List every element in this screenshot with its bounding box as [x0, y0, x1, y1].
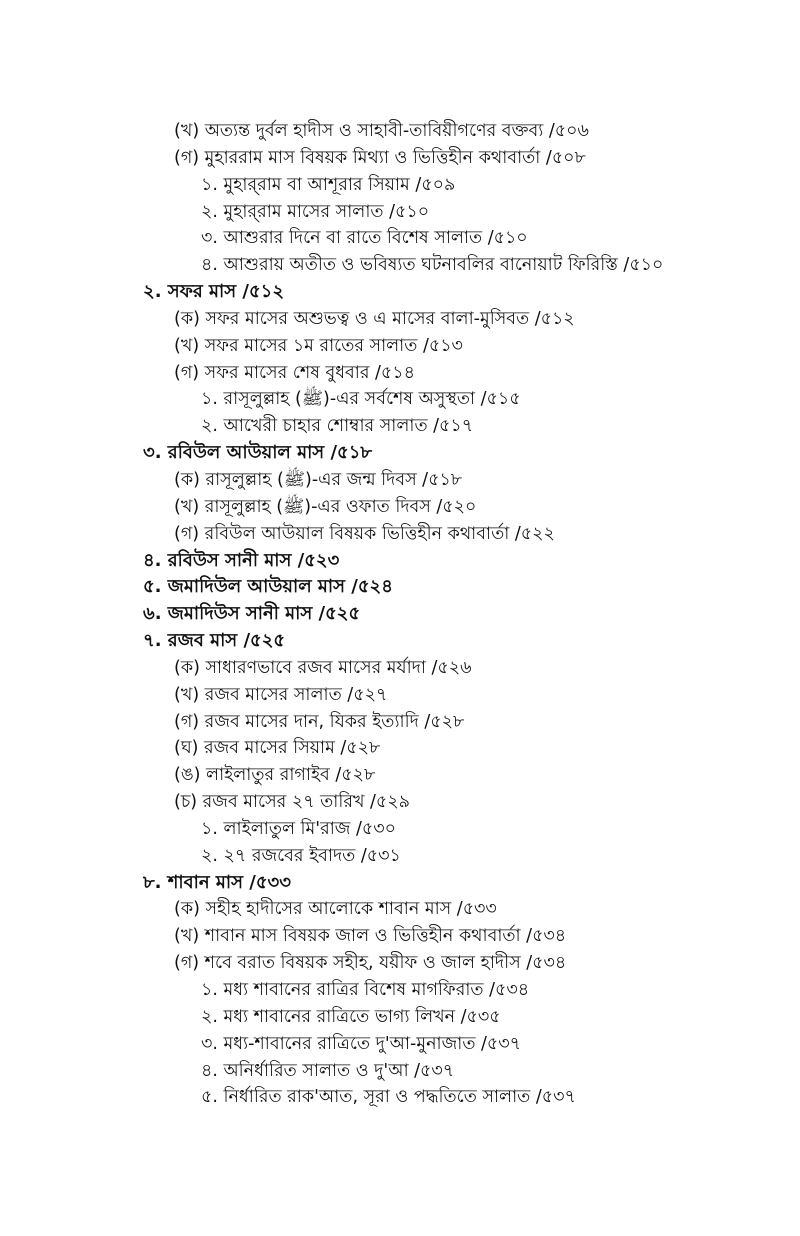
toc-entry-text: (খ) সফর মাসের ১ম রাতের সালাত /৫১৩: [174, 335, 463, 356]
toc-entry: [0, 413, 800, 440]
toc-entry: [0, 521, 800, 548]
toc-entry: [0, 816, 800, 843]
toc-entry-text: ১. মধ্য শাবানের রাত্রির বিশেষ মাগফিরাত /৫৩৪: [201, 980, 530, 1000]
toc-section-heading: [0, 440, 800, 467]
toc-entry: [0, 145, 800, 172]
toc-entry: [0, 762, 800, 789]
toc-entry-text: ১. লাইলাতুল মি'রাজ /৫৩০: [201, 818, 397, 839]
toc-section-heading: [0, 279, 800, 306]
toc-entry-text: ২. মধ্য শাবানের রাত্রিতে ভাগ্য লিখন /৫৩৫: [201, 1006, 501, 1027]
toc-entry-text: ৪. রবিউস সানী মাস /৫২৩: [143, 549, 340, 571]
toc-entry: [0, 360, 800, 387]
toc-entry: [0, 682, 800, 709]
toc-entry: [0, 1058, 800, 1085]
toc-entry-text: (গ) রবিউল আউয়াল বিষয়ক ভিত্তিহীন কথাবার্তা /৫২২: [174, 523, 555, 544]
toc-entry: [0, 467, 800, 494]
toc-entry-text: ৪. অনির্ধারিত সালাত ও দু'আ /৫৩৭: [201, 1060, 455, 1081]
toc-entry-text: (ঙ) লাইলাতুর রাগাইব /৫২৮: [174, 765, 376, 786]
toc-section-heading: [0, 574, 800, 601]
toc-entry-text: (গ) শবে বরাত বিষয়ক সহীহ, যয়ীফ ও জাল হাদীস /৫৩৪: [174, 953, 567, 974]
toc-entry-text: ৪. আশুরায় অতীত ও ভবিষ্যত ঘটনাবলির বানোয়াট ফিরিস্তি /৫১০: [201, 255, 664, 276]
table-of-contents: [0, 118, 800, 1111]
toc-entry-text: ২. আখেরী চাহার শোম্বার সালাত /৫১৭: [201, 416, 474, 437]
toc-entry-text: (গ) রজব মাসের দান, যিকর ইত্যাদি /৫২৮: [174, 711, 465, 732]
toc-entry-text: (খ) অত্যন্ত দুর্বল হাদীস ও সাহাবী-তাবিয়ীগণের বক্তব্য /৫০৬: [174, 121, 589, 141]
toc-entry-text: (চ) রজব মাসের ২৭ তারিখ /৫২৯: [174, 792, 411, 813]
toc-entry-text: ১. রাসূলুল্লাহ (ﷺ)-এর সর্বশেষ অসুস্থতা /৫১৫: [201, 389, 521, 410]
toc-entry-text: ১. মুহার্‌রাম বা আশূরার সিয়াম /৫০৯: [201, 174, 456, 195]
toc-entry-text: (ক) সফর মাসের অশুভত্ব ও এ মাসের বালা-মুসিবত /৫১২: [174, 308, 575, 329]
toc-entry: [0, 896, 800, 923]
toc-entry-text: ৫. নির্ধারিত রাক'আত, সূরা ও পদ্ধতিতে সালাত /৫৩৭: [201, 1087, 576, 1108]
toc-entry-text: ৩. আশুরার দিনে বা রাতে বিশেষ সালাত /৫১০: [201, 228, 528, 249]
toc-entry-text: ৮. শাবান মাস /৫৩৩: [143, 871, 291, 893]
toc-entry-text: (ঘ) রজব মাসের সিয়াম /৫২৮: [174, 738, 381, 759]
toc-entry: [0, 1004, 800, 1031]
toc-entry-text: (গ) মুহাররাম মাস বিষয়ক মিথ্যা ও ভিত্তিহীন কথাবার্তা /৫০৮: [174, 147, 586, 168]
toc-entry: [0, 118, 800, 145]
toc-entry: [0, 977, 800, 1004]
toc-entry: [0, 1031, 800, 1058]
toc-entry: [0, 950, 800, 977]
toc-entry: [0, 709, 800, 736]
toc-section-heading: [0, 601, 800, 628]
toc-entry: [0, 923, 800, 950]
toc-entry: [0, 655, 800, 682]
toc-entry-text: (খ) শাবান মাস বিষয়ক জাল ও ভিত্তিহীন কথাবার্তা /৫৩৪: [174, 926, 567, 947]
toc-entry-text: ৩. রবিউল আউয়াল মাস /৫১৮: [143, 442, 373, 464]
toc-entry: [0, 252, 800, 279]
toc-entry-text: (ক) সাধারণভাবে রজব মাসের মর্যাদা /৫২৬: [174, 657, 472, 678]
toc-entry: [0, 333, 800, 360]
toc-entry-text: (খ) রজব মাসের সালাত /৫২৭: [174, 684, 388, 705]
toc-entry-text: (খ) রাসূলুল্লাহ (ﷺ)-এর ওফাত দিবস /৫২০: [174, 496, 477, 517]
toc-entry-text: ৭. রজব মাস /৫২৫: [143, 630, 286, 652]
toc-entry-text: ৫. জমাদিউল আউয়াল মাস /৫২৪: [143, 576, 393, 598]
toc-entry-text: ২. ২৭ রজবের ইবাদত /৫৩১: [201, 845, 401, 866]
toc-entry-text: ২. মুহার্‌রাম মাসের সালাত /৫১০: [201, 201, 430, 222]
toc-entry: [0, 306, 800, 333]
toc-entry: [0, 1084, 800, 1111]
toc-entry: [0, 789, 800, 816]
toc-entry-text: (ক) সহীহ হাদীসের আলোকে শাবান মাস /৫৩৩: [174, 899, 497, 920]
toc-entry-text: ৩. মধ্য-শাবানের রাত্রিতে দু'আ-মুনাজাত /৫৩৭: [201, 1033, 522, 1054]
toc-entry: [0, 735, 800, 762]
toc-entry: [0, 843, 800, 870]
toc-entry: [0, 172, 800, 199]
toc-entry-text: ২. সফর মাস /৫১২: [143, 281, 285, 303]
toc-entry-text: (ক) রাসূলুল্লাহ (ﷺ)-এর জন্ম দিবস /৫১৮: [174, 469, 463, 490]
toc-section-heading: [0, 628, 800, 655]
toc-entry: [0, 494, 800, 521]
toc-section-heading: [0, 548, 800, 575]
toc-section-heading: [0, 870, 800, 897]
toc-entry-text: (গ) সফর মাসের শেষ বুধবার /৫১৪: [174, 362, 415, 383]
toc-entry: [0, 225, 800, 252]
toc-entry-text: ৬. জমাদিউস সানী মাস /৫২৫: [143, 603, 361, 625]
toc-entry: [0, 386, 800, 413]
toc-entry: [0, 199, 800, 226]
